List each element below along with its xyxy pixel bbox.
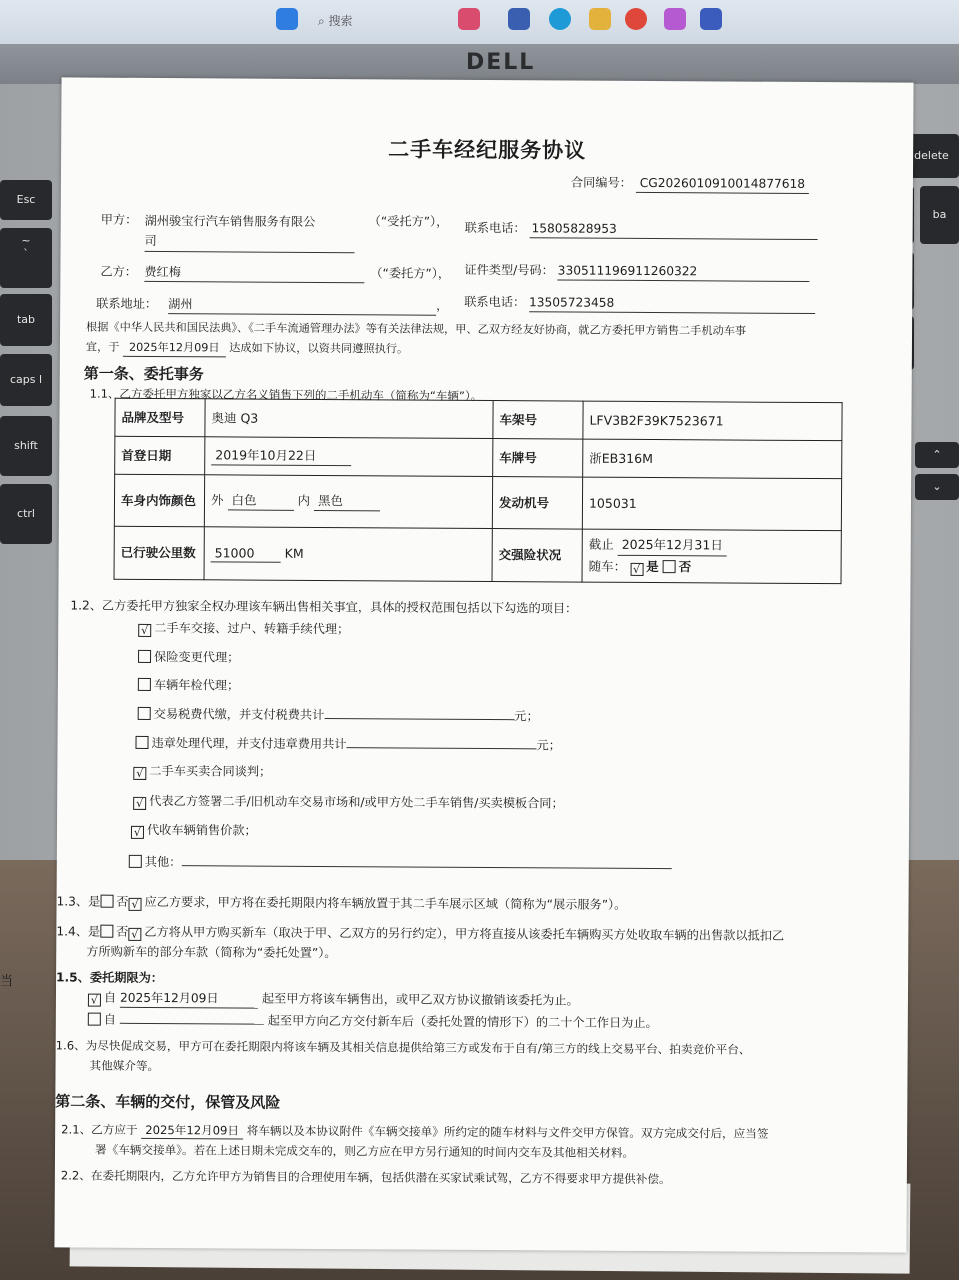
party-a-label: 甲方： bbox=[100, 212, 138, 227]
clause-1-4-yes-checkbox bbox=[100, 925, 113, 938]
clause-1-3 bbox=[56, 893, 626, 914]
preamble-text-b: 达成如下协议，以资共同遵照执行。 bbox=[229, 341, 409, 356]
with-car-yes-checkbox: √ bbox=[630, 563, 643, 576]
clause-2-1-date: 2025年12月09日 bbox=[141, 1122, 243, 1140]
term-option-1-prefix: 自 bbox=[103, 990, 117, 1005]
registration-date-value: 2019年10月22日 bbox=[211, 447, 351, 466]
contract-document bbox=[54, 77, 913, 1252]
term-option-1 bbox=[88, 990, 579, 1011]
term-option-2-checkbox bbox=[88, 1013, 101, 1026]
shift-key: shift bbox=[0, 416, 52, 476]
tax-amount-blank bbox=[324, 705, 514, 720]
party-b-label: 乙方： bbox=[100, 264, 138, 279]
clause-1-3-yes: 1.3、是 bbox=[56, 894, 101, 909]
party-a-role: （“受托方”）， bbox=[368, 214, 449, 229]
violation-amount-blank bbox=[346, 734, 536, 749]
option-checkbox bbox=[138, 707, 151, 720]
option-item bbox=[138, 620, 349, 638]
clause-2-1-text-a: 2.1、乙方应于 bbox=[61, 1122, 138, 1137]
caps-lock-key: caps l bbox=[0, 354, 52, 406]
option-item bbox=[131, 822, 257, 840]
section-1-title: 第一条、委托事务 bbox=[83, 364, 204, 384]
esc-key: Esc bbox=[0, 180, 52, 220]
option-item bbox=[138, 649, 239, 667]
clause-1-4-line2: 方所购新车的部分车款（简称为“委托处置”）。 bbox=[86, 944, 337, 961]
interior-color: 黑色 bbox=[314, 492, 380, 511]
address-wrap bbox=[168, 296, 448, 316]
exterior-prefix: 外 bbox=[210, 492, 224, 508]
term-option-1-text: 起至甲方将该车辆售出，或甲乙双方协议撤销该委托为止。 bbox=[261, 991, 579, 1008]
option-label: 代收车辆销售价款； bbox=[146, 822, 257, 838]
option-checkbox bbox=[135, 736, 148, 749]
clause-1-4 bbox=[56, 923, 784, 945]
party-b-id-value: 330511196911260322 bbox=[558, 262, 810, 282]
exterior-color: 白色 bbox=[227, 492, 293, 511]
registration-date-cell bbox=[205, 437, 493, 477]
table-row bbox=[114, 526, 841, 583]
option-suffix: 元； bbox=[514, 709, 539, 724]
party-a-name-line1: 湖州骏宝行汽车销售服务有限公 bbox=[144, 213, 316, 229]
clause-1-4-no: 否 bbox=[116, 924, 129, 939]
preamble-date: 2025年12月09日 bbox=[123, 340, 226, 357]
clause-1-3-text: 应乙方要求，甲方将在委托期限内将车辆放置于其二手车展示区域（简称为“展示服务”）。 bbox=[144, 894, 627, 912]
option-label: 交易税费代缴，并支付税费共计 bbox=[153, 706, 325, 723]
party-a-phone-row bbox=[465, 220, 818, 240]
preamble-line1: 根据《中华人民共和国民法典》、《二手车流通管理办法》等有关法律法规，甲、乙双方经友好协商，就乙方委托甲方销售二手机动车事 bbox=[86, 320, 747, 338]
mileage-cell bbox=[204, 527, 492, 581]
color-label: 车身内饰颜色 bbox=[114, 474, 204, 527]
clause-2-1-line1 bbox=[61, 1121, 768, 1143]
vin-value: LFV3B2F39K7523671 bbox=[583, 401, 842, 441]
option-item bbox=[133, 763, 271, 781]
tilde-key bbox=[0, 228, 52, 288]
with-car-yes-label: 是 bbox=[646, 559, 659, 575]
party-b-phone-value: 13505723458 bbox=[529, 294, 815, 314]
tab-key: tab bbox=[0, 294, 52, 346]
id-type-label: 证件类型/号码： bbox=[464, 262, 554, 278]
dell-logo: DELL bbox=[466, 50, 536, 75]
term-option-2-text: 起至甲方向乙方交付新车后（委托处置的情形下）的二十个工作日为止。 bbox=[267, 1013, 658, 1031]
clause-1-6-line2: 其他媒介等。 bbox=[89, 1058, 160, 1074]
insurance-label: 交强险状况 bbox=[492, 529, 582, 582]
taskbar-search-icon[interactable]: ⌕ 搜索 bbox=[318, 14, 353, 28]
arrow-down-key: ⌄ bbox=[915, 474, 959, 500]
term-option-1-date: 2025年12月09日 bbox=[120, 990, 258, 1009]
option-label: 代表乙方签署二手/旧机动车交易市场和/或甲方处二手车销售/买卖模板合同； bbox=[149, 793, 564, 811]
clause-2-1-text-b: 将车辆以及本协议附件《车辆交接单》所约定的随车材料与文件交甲方保管。双方完成交付后，应当签 bbox=[246, 1123, 769, 1141]
option-item bbox=[138, 677, 239, 695]
clause-1-1: 1.1、乙方委托甲方独家以乙方名义销售下列的二手机动车（简称为“车辆”）。 bbox=[89, 386, 483, 403]
clause-1-2: 1.2、乙方委托甲方独家全权办理该车辆出售相关事宜，具体的授权范围包括以下勾选的项目： bbox=[70, 598, 578, 616]
clause-1-3-no: 否 bbox=[116, 894, 129, 909]
option-label: 车辆年检代理； bbox=[153, 677, 240, 693]
address-value: 湖州 bbox=[168, 296, 436, 316]
engine-label: 发动机号 bbox=[492, 477, 582, 530]
option-suffix: 元； bbox=[536, 738, 561, 753]
option-label: 二手车交接、过户、转籍手续代理； bbox=[154, 620, 350, 637]
color-cell bbox=[204, 475, 492, 529]
table-row bbox=[115, 398, 842, 440]
mileage-label: 已行驶公里数 bbox=[114, 526, 204, 579]
edge-browser-icon[interactable] bbox=[549, 8, 571, 30]
section-2-title: 第二条、车辆的交付，保管及风险 bbox=[55, 1092, 281, 1112]
with-car-label: 随车： bbox=[588, 558, 627, 575]
backtick-label: ` bbox=[23, 247, 29, 260]
tilde-label: ~ bbox=[21, 234, 31, 247]
option-label: 二手车买卖合同谈判； bbox=[149, 763, 272, 779]
app-icon[interactable] bbox=[508, 8, 530, 30]
interior-prefix: 内 bbox=[297, 493, 311, 509]
mileage-value: 51000 bbox=[211, 544, 281, 563]
clause-1-4-text: 乙方将从甲方购买新车（取决于甲、乙双方的另行约定），甲方将直接从该委托车辆购买方处收取车辆的出售款以抵扣乙 bbox=[144, 924, 785, 943]
table-row bbox=[114, 474, 841, 530]
insurance-until-prefix: 截止 bbox=[588, 536, 614, 552]
option-checkbox bbox=[138, 650, 151, 663]
term-option-2 bbox=[88, 1010, 658, 1033]
with-car-no-label: 否 bbox=[678, 559, 692, 575]
option-item bbox=[129, 852, 672, 874]
term-option-1-checkbox: √ bbox=[88, 994, 101, 1007]
brand-model-value: 奥迪 Q3 bbox=[205, 399, 493, 439]
document-title: 二手车经纪服务协议 bbox=[388, 137, 587, 163]
vehicle-info-table bbox=[114, 398, 843, 584]
insurance-cell bbox=[582, 529, 841, 583]
app-icon[interactable] bbox=[458, 8, 480, 30]
clause-1-5: 1.5、委托期限为： bbox=[56, 970, 164, 986]
windows-taskbar bbox=[0, 0, 959, 44]
option-checkbox: √ bbox=[133, 767, 146, 780]
party-b-phone-row bbox=[464, 294, 815, 314]
with-car-no-checkbox bbox=[663, 560, 676, 573]
registration-date-label: 首登日期 bbox=[115, 436, 205, 475]
option-item bbox=[135, 733, 560, 755]
clause-2-2: 2.2、在委托期限内，乙方允许甲方为销售目的合理使用车辆，包括供潜在买家试乘试驾，乙方不得要求甲方提供补偿。 bbox=[60, 1168, 671, 1187]
preamble-text-a: 宜，于 bbox=[85, 340, 120, 354]
party-b-id-row bbox=[464, 262, 809, 282]
option-checkbox: √ bbox=[131, 826, 144, 839]
party-a-phone-value: 15805828953 bbox=[529, 220, 817, 240]
option-checkbox bbox=[138, 678, 151, 691]
background-text: 当 bbox=[0, 974, 14, 989]
plate-value: 浙EB316M bbox=[583, 439, 842, 479]
term-option-2-blank bbox=[120, 1010, 264, 1025]
app-icon[interactable] bbox=[589, 8, 611, 30]
engine-value: 105031 bbox=[582, 477, 841, 531]
taskbar-search-label[interactable]: 搜索 bbox=[328, 14, 353, 28]
contract-number-value: CG2026010910014877618 bbox=[636, 175, 809, 194]
ctrl-key: ctrl bbox=[0, 484, 52, 544]
option-checkbox: √ bbox=[133, 797, 146, 810]
chrome-browser-icon[interactable] bbox=[625, 8, 647, 30]
option-checkbox: √ bbox=[138, 624, 151, 637]
other-blank bbox=[181, 852, 671, 869]
party-b-phone-label: 联系电话： bbox=[464, 294, 526, 310]
clause-1-3-yes-checkbox bbox=[100, 895, 113, 908]
party-b-name-wrap bbox=[144, 264, 364, 283]
clause-1-4-no-checkbox: √ bbox=[128, 928, 141, 941]
table-row bbox=[115, 436, 842, 478]
term-option-2-prefix: 自 bbox=[103, 1012, 117, 1027]
option-item bbox=[138, 704, 539, 726]
contract-number-row bbox=[571, 175, 809, 195]
clause-1-6-line1: 1.6、为尽快促成交易，甲方可在委托期限内将该车辆及其相关信息提供给第三方或发布于自有/第三方的线上交易平台、拍卖竞价平台、 bbox=[55, 1038, 751, 1057]
app-icon[interactable] bbox=[700, 8, 722, 30]
windows-start-icon[interactable] bbox=[276, 8, 298, 30]
vin-label: 车架号 bbox=[493, 401, 583, 440]
clause-1-4-yes: 1.4、是 bbox=[56, 924, 101, 939]
party-a-name-line2: 司 bbox=[145, 231, 355, 253]
backspace-key: ba bbox=[920, 186, 959, 244]
arrow-up-key: ⌃ bbox=[915, 442, 959, 468]
option-label: 保险变更代理； bbox=[154, 649, 240, 665]
option-label: 其他： bbox=[144, 854, 182, 870]
contract-number-label: 合同编号： bbox=[570, 175, 632, 190]
plate-label: 车牌号 bbox=[493, 439, 583, 478]
mileage-unit: KM bbox=[284, 545, 304, 561]
option-item bbox=[133, 793, 564, 813]
option-label: 违章处理代理，并支付违章费用共计 bbox=[151, 735, 347, 752]
clause-2-1-line2: 署《车辆交接单》。若在上述日期未完成交车的，则乙方应在甲方另行通知的时间内交车及其他相关材料。 bbox=[94, 1142, 635, 1160]
option-checkbox bbox=[129, 855, 142, 868]
clause-1-3-no-checkbox: √ bbox=[128, 898, 141, 911]
address-label: 联系地址： bbox=[96, 296, 158, 311]
insurance-until-date: 2025年12月31日 bbox=[618, 534, 727, 557]
app-icon[interactable] bbox=[664, 8, 686, 30]
brand-model-label: 品牌及型号 bbox=[115, 398, 205, 437]
party-b-role: （“委托方”）， bbox=[370, 266, 451, 281]
delete-key: delete bbox=[904, 134, 959, 178]
party-b-name: 费红梅 bbox=[144, 264, 364, 283]
address-comma: ， bbox=[436, 298, 449, 313]
preamble-line2 bbox=[86, 340, 408, 359]
party-a-phone-label: 联系电话： bbox=[464, 220, 526, 236]
party-a-name bbox=[145, 212, 355, 253]
